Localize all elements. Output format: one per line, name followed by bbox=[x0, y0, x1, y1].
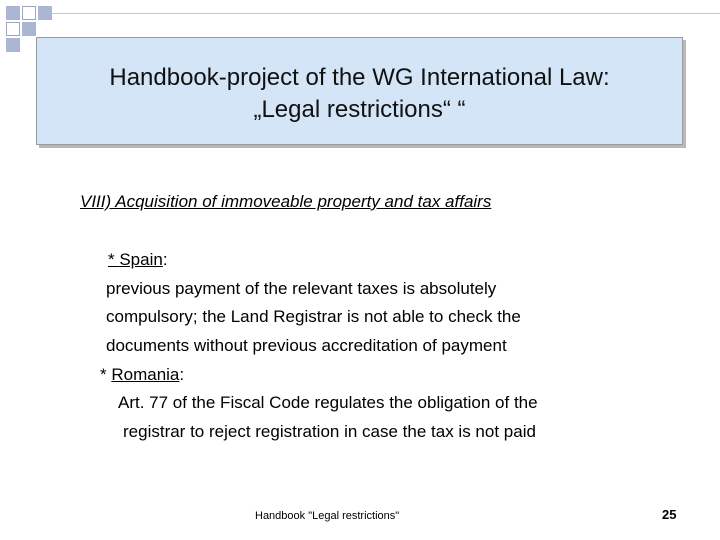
decorative-square bbox=[6, 38, 20, 52]
spain-text-line: compulsory; the Land Registrar is not able to check the bbox=[106, 307, 521, 326]
spain-label: * Spain: bbox=[108, 250, 168, 269]
romania-text-line: registrar to reject registration in case the tax is not paid bbox=[123, 422, 536, 441]
page-number: 25 bbox=[662, 507, 677, 522]
decorative-square bbox=[38, 6, 52, 20]
spain-text-line: previous payment of the relevant taxes is absolutely bbox=[106, 279, 497, 298]
decorative-square bbox=[6, 6, 20, 20]
decorative-square bbox=[6, 22, 20, 36]
header-rule bbox=[52, 13, 720, 14]
section-heading: VIII) Acquisition of immoveable property and tax affairs bbox=[80, 192, 492, 211]
decorative-square bbox=[22, 22, 36, 36]
spain-text-line: documents without previous accreditation of payment bbox=[106, 336, 507, 355]
decorative-square bbox=[22, 6, 36, 20]
title-box bbox=[36, 37, 683, 145]
slide-title-line-1: Handbook-project of the WG International Law: bbox=[109, 64, 610, 91]
romania-text-line: Art. 77 of the Fiscal Code regulates the obligation of the bbox=[118, 393, 538, 412]
footer-text: Handbook "Legal restrictions" bbox=[255, 510, 400, 522]
slide-title-line-2: „Legal restrictions“ “ bbox=[253, 96, 466, 123]
romania-label: * Romania: bbox=[100, 365, 185, 384]
